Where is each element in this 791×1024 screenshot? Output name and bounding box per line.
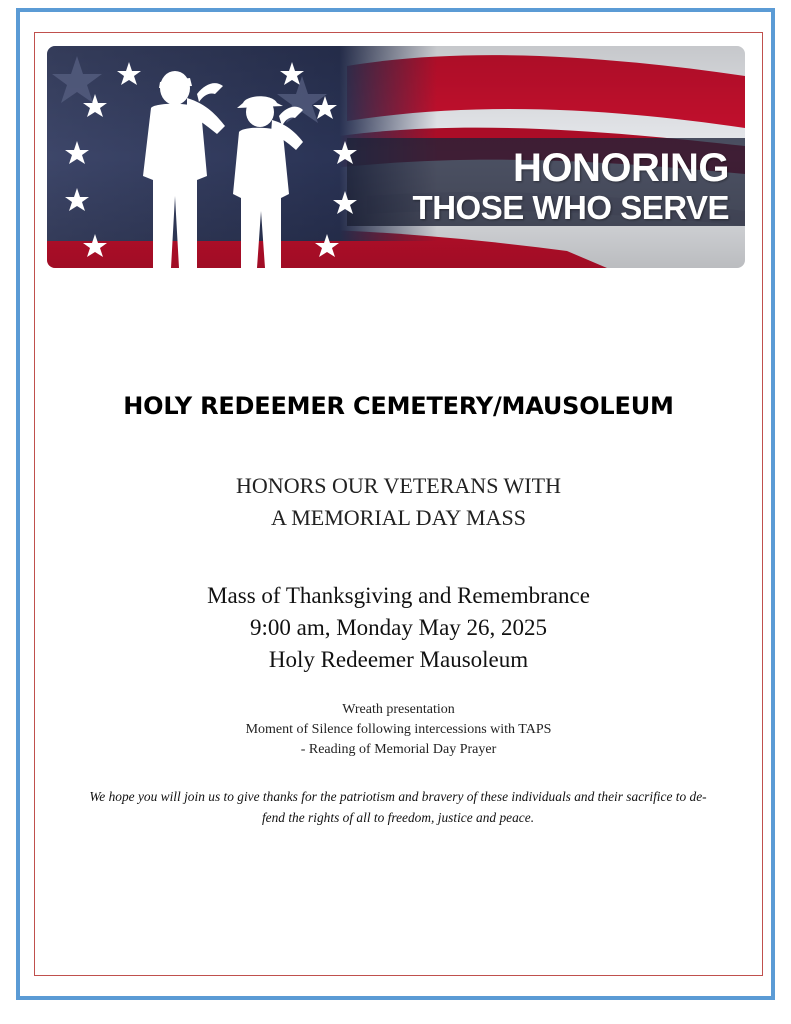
mass-location: Holy Redeemer Mausoleum <box>268 647 529 672</box>
honors-line: HONORS OUR VETERANS WITH <box>236 473 561 498</box>
detail-item: Moment of Silence following intercessions with TAPS <box>245 722 552 737</box>
closing-line: We hope you will join us to give thanks for the patriotism and bravery of these individuals and their sacrifice to de- <box>89 789 707 804</box>
banner-subheadline: THOSE WHO SERVE <box>412 189 729 226</box>
detail-item: Wreath presentation <box>342 702 455 717</box>
program-details <box>34 700 763 760</box>
honors-line: A MEMORIAL DAY MASS <box>271 505 526 530</box>
honors-heading <box>34 470 763 534</box>
closing-message <box>58 786 738 828</box>
banner-headline: HONORING <box>513 146 729 190</box>
closing-line: fend the rights of all to freedom, justice and peace. <box>261 810 535 825</box>
mass-name: Mass of Thanksgiving and Remembrance <box>207 583 590 608</box>
mass-info <box>34 580 763 676</box>
detail-item: - Reading of Memorial Day Prayer <box>300 742 497 757</box>
honoring-banner <box>47 46 745 268</box>
page-title: HOLY REDEEMER CEMETERY/MAUSOLEUM <box>123 392 674 420</box>
mass-datetime: 9:00 am, Monday May 26, 2025 <box>249 615 548 640</box>
